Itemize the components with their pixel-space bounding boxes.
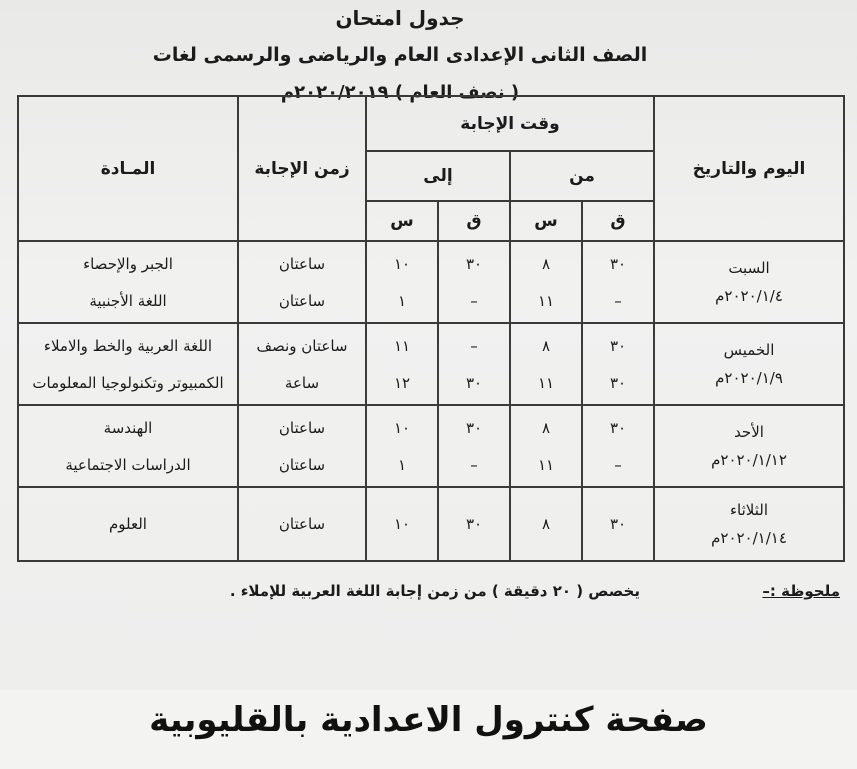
day-name: الثلاثاء (729, 501, 768, 519)
header-duration: زمن الإجابة (238, 96, 366, 241)
from-hour-cell: ٨ (510, 487, 582, 561)
to-minute-cell: ٣٠ (438, 487, 510, 561)
from-hour-cell: ٨ ١١ (510, 323, 582, 405)
table-row (18, 487, 844, 561)
footer-caption: صفحة كنترول الاعدادية بالقليوبية (149, 700, 708, 740)
header-to: إلى (366, 151, 510, 201)
from-minute-cell: ٣٠ (582, 487, 654, 561)
day-name: الخميس (723, 341, 775, 359)
day-name: الأحد (734, 423, 764, 441)
subject-cell: اللغة العربية والخط والاملاء الكمبيوتر وتكنولوجيا المعلومات (18, 323, 238, 405)
day-date-cell (654, 487, 844, 561)
day-date-cell (654, 241, 844, 323)
day-date-cell (654, 405, 844, 487)
day-name: السبت (728, 259, 770, 277)
subject-cell: الهندسة الدراسات الاجتماعية (18, 405, 238, 487)
from-hour-cell: ٨ ١١ (510, 241, 582, 323)
header-from-hour: س (510, 201, 582, 241)
grade-subtitle: الصف الثانى الإعدادى العام والرياضى والرسمى لغات (152, 44, 648, 66)
header-to-minute: ق (438, 201, 510, 241)
to-minute-cell: ٣٠ – (438, 405, 510, 487)
exam-date: ٢٠٢٠/١/٤م (715, 287, 783, 305)
to-minute-cell: – ٣٠ (438, 323, 510, 405)
duration-cell: ساعتان (238, 487, 366, 561)
page-title: جدول امتحان (335, 6, 465, 30)
exam-date: ٢٠٢٠/١/١٢م (711, 451, 787, 469)
from-minute-cell: ٣٠ – (582, 241, 654, 323)
to-minute-cell: ٣٠ – (438, 241, 510, 323)
to-hour-cell: ١٠ ١ (366, 405, 438, 487)
duration-cell: ساعتان ونصف ساعة (238, 323, 366, 405)
header-answer-time: وقت الإجابة (366, 96, 654, 151)
subject-cell: العلوم (18, 487, 238, 561)
term-label: ( نصف العام ) ٢٠٢٠/٢٠١٩م (280, 82, 520, 103)
header-day-date: اليوم والتاريخ (654, 96, 844, 241)
from-minute-cell: ٣٠ – (582, 405, 654, 487)
to-hour-cell: ١١ ١٢ (366, 323, 438, 405)
duration-cell: ساعتان ساعتان (238, 405, 366, 487)
header-from: من (510, 151, 654, 201)
from-hour-cell: ٨ ١١ (510, 405, 582, 487)
header-from-minute: ق (582, 201, 654, 241)
from-minute-cell: ٣٠ ٣٠ (582, 323, 654, 405)
header-to-hour: س (366, 201, 438, 241)
day-date-cell (654, 323, 844, 405)
header-subject: المـادة (18, 96, 238, 241)
exam-schedule-table (17, 95, 845, 562)
exam-date: ٢٠٢٠/١/١٤م (711, 529, 787, 547)
exam-date: ٢٠٢٠/١/٩م (715, 369, 783, 387)
note-label: ملحوظة :– (762, 582, 840, 600)
table-row (18, 323, 844, 405)
table-row (18, 241, 844, 323)
note-text: يخصص ( ٢٠ دقيقة ) من زمن إجابة اللغة العربية للإملاء . (229, 582, 640, 600)
to-hour-cell: ١٠ (366, 487, 438, 561)
to-hour-cell: ١٠ ١ (366, 241, 438, 323)
subject-cell: الجبر والإحصاء اللغة الأجنبية (18, 241, 238, 323)
table-row (18, 405, 844, 487)
duration-cell: ساعتان ساعتان (238, 241, 366, 323)
